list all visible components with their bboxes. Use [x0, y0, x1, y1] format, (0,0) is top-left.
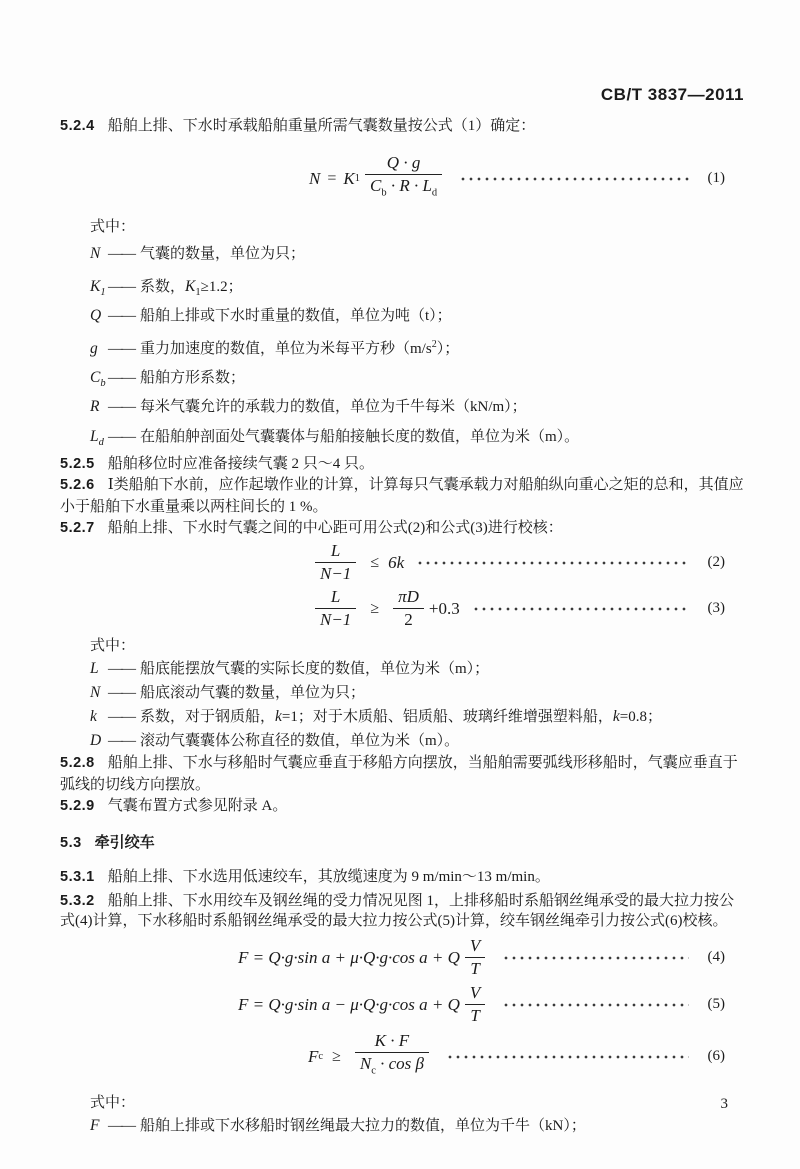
desc-part: 船舶上排或下水移船时钢丝绳最大拉力的数值，单位为千牛（kN）； [140, 1118, 586, 1135]
term-symbol [90, 425, 108, 454]
coef-K: K [343, 168, 355, 188]
numerator [365, 153, 442, 174]
para-5-2-8 [60, 753, 745, 796]
term-letter: D [90, 732, 102, 750]
para-5-3-2 [60, 891, 745, 932]
section-number: 5.2.6 [60, 477, 95, 494]
em-dash: —— [108, 1118, 134, 1135]
den-RL: · R · L [386, 176, 432, 196]
term-description [140, 399, 527, 415]
numerator-text: Q · g [386, 153, 421, 173]
term-letter: L [90, 660, 99, 678]
definition-item [90, 271, 745, 304]
relation-sign: ≥ [370, 599, 380, 617]
denominator [465, 957, 485, 979]
definition-list-2 [60, 657, 745, 753]
term-letter: K [90, 278, 101, 296]
formula-4 [60, 935, 745, 981]
term-symbol [90, 729, 108, 752]
page-number: 3 [720, 1096, 728, 1112]
denominator-text: N−1 [320, 564, 352, 584]
section-text: 气囊布置方式参见附录 A。 [107, 798, 288, 815]
definition-item [90, 1114, 745, 1138]
denominator-text: T [470, 959, 480, 979]
para-5-2-6 [60, 475, 745, 518]
section-text: 船舶上排、下水选用低速绞车，其放缆速度为 9 m/min～13 m/min。 [107, 869, 550, 886]
fraction [355, 1031, 429, 1081]
dot-leader [446, 1055, 689, 1059]
term-description [140, 685, 365, 701]
definition-item [90, 238, 745, 271]
section-text: 船舶上排、下水与移船时气囊应垂直于移船方向摆放，当船舶需要弧线形移船时，气囊应垂直于弧线的切线方向摆放。 [60, 755, 738, 793]
desc-part: ≥1.2； [200, 279, 243, 296]
definition-item [90, 681, 745, 705]
section-number: 5.3.1 [60, 869, 95, 886]
denominator [315, 608, 356, 630]
desc-part: 船底滚动气囊的数量，单位为只； [140, 685, 366, 702]
desc-part: =0.8； [619, 709, 662, 726]
where-label-2: 式中： [90, 637, 136, 654]
para-5-2-7 [60, 518, 745, 540]
term-symbol [90, 681, 108, 704]
term-description [140, 370, 245, 386]
section-number: 5.2.4 [60, 118, 95, 134]
fraction [393, 587, 424, 630]
where-label-3: 式中： [90, 1094, 136, 1111]
formula-5-expression [238, 983, 490, 1026]
term-subscript: d [98, 436, 104, 448]
em-dash: —— [108, 661, 134, 678]
desc-var: k [612, 708, 620, 726]
numerator [465, 936, 485, 957]
formula-6-expression [308, 1031, 434, 1081]
em-dash: —— [108, 370, 134, 387]
term-description [140, 278, 243, 299]
fraction [465, 936, 485, 979]
numerator [393, 587, 424, 608]
den-N: N [359, 1054, 372, 1074]
numerator [315, 587, 356, 608]
rhs-text: 6k [388, 552, 405, 572]
numerator-text: L [330, 541, 341, 561]
desc-part: 滚动气囊囊体公称直径的数值，单位为米（m）。 [140, 733, 460, 750]
formula-2-number: (2) [707, 553, 725, 570]
desc-part: 船底能摆放气囊的实际长度的数值，单位为米（m）； [140, 661, 490, 678]
where-label-1: 式中： [90, 218, 136, 235]
em-dash: —— [108, 428, 134, 445]
formula-6 [60, 1031, 745, 1083]
formula-1-number: (1) [707, 169, 725, 186]
desc-var: k [275, 708, 282, 726]
relation-sign: ≤ [370, 553, 380, 571]
para-5-3-1 [60, 867, 745, 889]
desc-part: 在船舶舯剖面处气囊囊体与船舶接触长度的数值，单位为米（m）。 [140, 428, 580, 445]
den-C-sub: b [381, 187, 387, 199]
para-5-2-4 [60, 116, 745, 138]
em-dash: —— [108, 685, 134, 702]
den-N-sub: c [371, 1065, 376, 1077]
dot-leader [472, 607, 689, 611]
term-symbol [90, 657, 108, 680]
numerator-text: πD [398, 587, 419, 607]
definition-item [90, 657, 745, 681]
term-description [140, 246, 305, 262]
page-content [60, 116, 745, 1138]
denominator-text: 2 [404, 610, 413, 630]
term-symbol [90, 366, 108, 395]
term-letter: k [90, 708, 97, 726]
em-dash: —— [108, 279, 134, 296]
fraction [315, 541, 356, 584]
term-description [140, 709, 662, 725]
dot-leader [502, 956, 689, 960]
section-text: 船舶上排、下水时气囊之间的中心距可用公式(2)和公式(3)进行校核： [107, 520, 563, 537]
var-F: F [308, 1046, 319, 1066]
desc-sup: 2 [431, 339, 437, 351]
formula-1-expression [309, 153, 447, 203]
term-description [140, 1118, 586, 1134]
numerator-text: V [469, 983, 481, 1003]
coef-subscript: 1 [354, 172, 360, 184]
term-letter: Q [90, 307, 102, 325]
em-dash: —— [108, 308, 134, 325]
desc-part: 系数， [140, 279, 186, 296]
term-letter: C [90, 369, 101, 387]
denominator [393, 608, 424, 630]
formula-2-expression [310, 541, 404, 584]
term-letter: F [90, 1117, 100, 1135]
formula-3-number: (3) [707, 599, 725, 616]
desc-part: 每米气囊允许的承载力的数值，单位为千牛每米（kN/m）； [140, 399, 527, 416]
term-letter: N [90, 684, 101, 702]
term-symbol [90, 337, 108, 366]
fraction [465, 983, 485, 1026]
section-text: Ⅰ类船舶下水前，应作起墩作业的计算，计算每只气囊承载力对船舶纵向重心之矩的总和，其值应小于船舶下水重量乘以两柱间长的 1 %。 [60, 477, 744, 515]
term-symbol [90, 304, 108, 333]
definition-item [90, 333, 745, 366]
formula-3 [60, 586, 745, 632]
term-description [140, 341, 459, 357]
section-text: 船舶上排、下水用绞车及钢丝绳的受力情况见图 1，上排移船时系船钢丝绳承受的最大拉力按公式(4)计算，下水移船时系船钢丝绳承受的最大拉力按公式(5)计算，绞车钢丝绳牵引力按公式(6)校核。 [60, 892, 735, 930]
em-dash: —— [108, 733, 134, 750]
desc-part: ）； [436, 341, 460, 358]
desc-part: 重力加速度的数值，单位为米每平方秒（m/s [140, 341, 432, 358]
formula-5-number: (5) [707, 995, 725, 1012]
fraction [315, 587, 356, 630]
term-symbol [90, 395, 108, 424]
term-symbol [90, 1114, 108, 1137]
section-number: 5.2.7 [60, 520, 95, 537]
definition-item [90, 705, 745, 729]
term-letter: g [90, 340, 98, 358]
section-number: 5.3 [60, 834, 82, 851]
var-F-sub: c [318, 1050, 324, 1062]
term-subscript: 1 [100, 287, 106, 299]
numerator [465, 983, 485, 1004]
section-number: 5.2.5 [60, 455, 95, 472]
denominator [355, 1052, 429, 1081]
formula-6-number: (6) [707, 1047, 725, 1064]
definition-item [90, 395, 745, 424]
em-dash: —— [108, 341, 134, 358]
desc-var-sub: 1 [195, 287, 201, 299]
heading-text: 牵引绞车 [94, 833, 155, 851]
formula-1 [60, 153, 745, 205]
den-L-sub: d [431, 187, 438, 199]
fraction [365, 153, 442, 203]
denominator [315, 562, 356, 584]
section-number: 5.3.2 [60, 892, 95, 909]
section-number: 5.2.8 [60, 755, 95, 772]
desc-part: 系数，对于钢质船， [140, 709, 276, 726]
section-number: 5.2.9 [60, 798, 95, 815]
definition-list-3 [60, 1114, 745, 1138]
numerator-text: V [469, 936, 481, 956]
den-C: C [369, 176, 382, 196]
relation-sign: ≥ [332, 1047, 341, 1065]
numerator-text: K · F [374, 1031, 410, 1051]
denominator [465, 1004, 485, 1026]
numerator-text: L [330, 587, 341, 607]
desc-var: K [185, 278, 196, 296]
den-cos-beta: · cos β [375, 1054, 424, 1074]
denominator [365, 174, 442, 203]
formula-5 [60, 982, 745, 1028]
para-5-2-9 [60, 796, 745, 818]
denominator-text: N−1 [320, 610, 352, 630]
formula-body: F = Q·g·sin a + μ·Q·g·cos a + Q [238, 947, 460, 967]
term-description [140, 308, 452, 324]
term-description [140, 733, 459, 749]
term-symbol [90, 275, 108, 304]
term-description [140, 661, 489, 677]
heading-5-3 [60, 832, 745, 855]
section-text: 船舶上排、下水时承载船舶重量所需气囊数量按公式（1）确定： [107, 118, 536, 134]
term-description [140, 429, 579, 445]
equals-sign: = [327, 169, 337, 187]
em-dash: —— [108, 246, 134, 262]
desc-part: 气囊的数量，单位为只； [140, 246, 306, 262]
numerator [355, 1031, 429, 1052]
tail-text: +0.3 [428, 598, 460, 618]
standard-code-header: CB/T 3837—2011 [600, 85, 744, 104]
definition-item [90, 304, 745, 333]
definition-item [90, 425, 745, 454]
term-subscript: b [100, 378, 106, 390]
formula-3-expression [310, 587, 460, 630]
term-symbol [90, 242, 108, 271]
definition-item [90, 729, 745, 753]
formula-4-expression [238, 936, 490, 979]
term-letter: L [90, 427, 99, 445]
dot-leader [502, 1003, 689, 1007]
em-dash: —— [108, 399, 134, 416]
desc-part: 船舶方形系数； [140, 370, 246, 387]
desc-part: =1；对于木质船、铝质船、玻璃纤维增强塑料船， [281, 709, 613, 726]
para-5-2-5 [60, 454, 745, 476]
formula-2 [60, 543, 745, 583]
formula-body: F = Q·g·sin a − μ·Q·g·cos a + Q [238, 994, 460, 1014]
formula-4-number: (4) [707, 948, 725, 965]
term-letter: N [90, 245, 101, 262]
term-letter: R [90, 398, 100, 416]
dot-leader [459, 177, 689, 181]
numerator [315, 541, 356, 562]
var-N: N [309, 168, 321, 188]
definition-item [90, 366, 745, 395]
em-dash: —— [108, 709, 134, 726]
section-text: 船舶移位时应准备接续气囊 2 只～4 只。 [107, 455, 375, 472]
desc-part: 船舶上排或下水时重量的数值，单位为吨（t）； [140, 308, 452, 325]
denominator-text: T [470, 1006, 480, 1026]
term-symbol [90, 705, 108, 728]
dot-leader [416, 561, 689, 565]
definition-list-1 [60, 238, 745, 454]
